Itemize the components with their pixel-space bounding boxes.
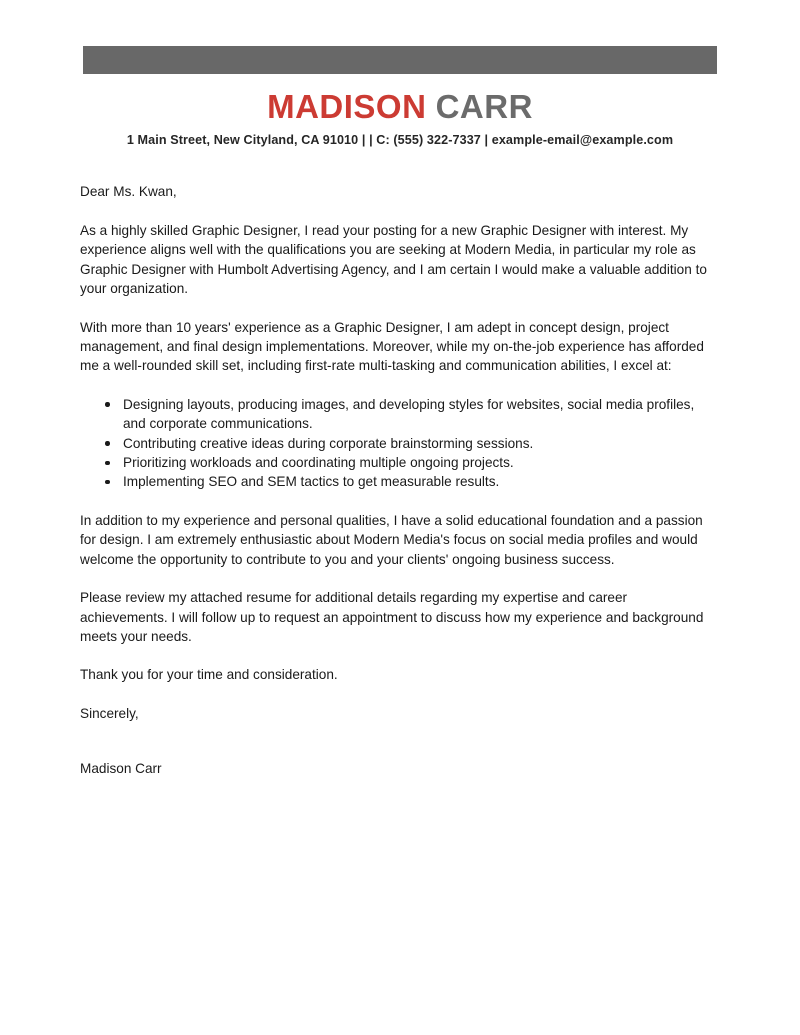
paragraph-qualities: In addition to my experience and personal qualities, I have a solid educational foundation and a passion for design. I am extremely enthusiastic about Modern Media's focus on social media profiles and would welcome the opportunity to contribute to you and your clients' ongoing business success. [80, 512, 703, 567]
applicant-name [80, 90, 720, 123]
list-item-text: Contributing creative ideas during corporate brainstorming sessions. [123, 435, 534, 451]
applicant-first-name: MADISON [267, 88, 427, 125]
paragraph-intro: As a highly skilled Graphic Designer, I read your posting for a new Graphic Designer with interest. My experience aligns well with the qualifications you are seeking at Modern Media, in particular my role as Graphic Designer with Humbolt Advertising Agency, and I am certain I would make a valuable addition to your organization. [80, 223, 707, 297]
paragraph-experience: With more than 10 years' experience as a Graphic Designer, I am adept in concept design, project management, and final design implementations. Moreover, while my on-the-job experience has afforded me a well-rounded skill set, including first-rate multi-tasking and communication abilities, I excel at: [80, 319, 704, 374]
list-item-text: Prioritizing workloads and coordinating multiple ongoing projects. [123, 455, 514, 471]
signature-name: Madison Carr [80, 761, 162, 777]
closing-line: Sincerely, [80, 705, 139, 721]
thank-you-line: Thank you for your time and consideration. [80, 667, 338, 683]
bullet-icon [105, 441, 110, 446]
skills-list [80, 395, 714, 492]
salutation: Dear Ms. Kwan, [80, 184, 177, 199]
header-accent-bar [83, 46, 717, 74]
list-item [80, 472, 714, 491]
list-item-text: Designing layouts, producing images, and developing styles for websites, social media profiles, and corporate communications. [123, 396, 695, 432]
contact-info-line: 1 Main Street, New Cityland, CA 91010 | | C: (555) 322-7337 | example-email@example.com [126, 133, 674, 147]
bullet-icon [105, 402, 110, 407]
list-item [80, 395, 714, 434]
bullet-icon [105, 461, 110, 466]
list-item [80, 434, 714, 453]
signature-space [80, 723, 714, 759]
list-item-text: Implementing SEO and SEM tactics to get measurable results. [123, 474, 500, 490]
list-item [80, 453, 714, 472]
letter-body [80, 182, 714, 779]
applicant-last-name: CARR [435, 88, 533, 125]
bullet-icon [105, 480, 110, 485]
paragraph-followup: Please review my attached resume for additional details regarding my expertise and career achievements. I will follow up to request an appointment to discuss how my experience and background meets your needs. [80, 590, 704, 644]
